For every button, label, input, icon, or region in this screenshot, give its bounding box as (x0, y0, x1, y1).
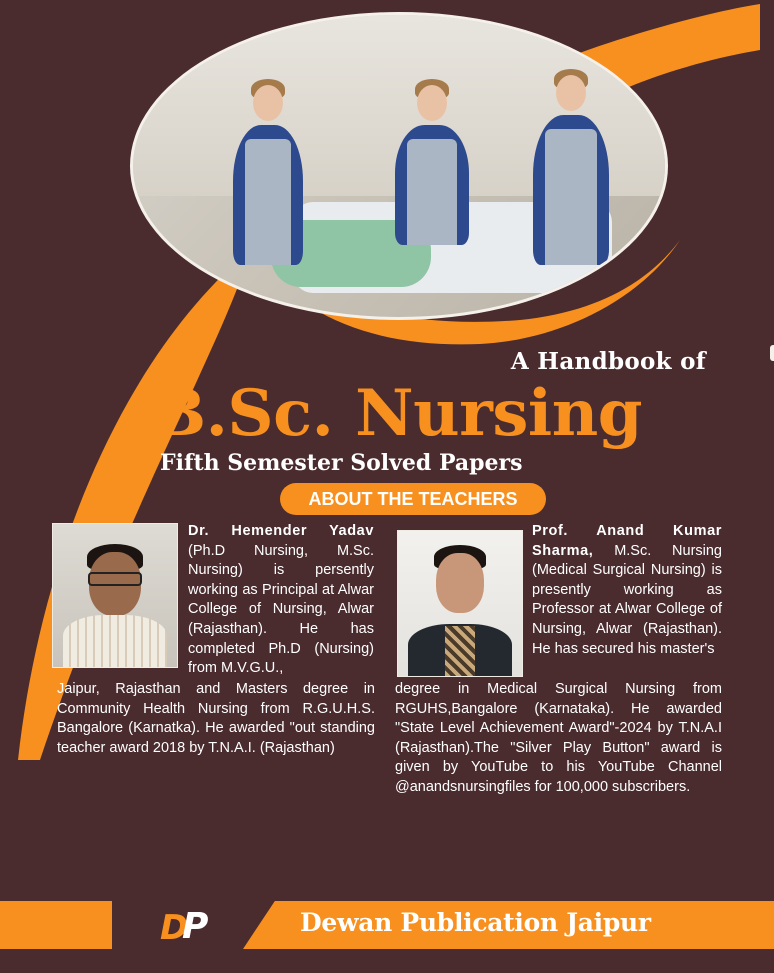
about-teachers-badge (280, 483, 546, 515)
teacher-1-bio-bottom: Jaipur, Rajasthan and Masters degree in Community Health Nursing from R.G.U.H.S. Bangalore (Karnatka). He awarded "out standing teacher award 2018 by T.N.A.I. (Rajasthan) (57, 681, 375, 756)
edge-notch-decoration (770, 345, 774, 361)
teacher-2-bio-top (532, 522, 722, 659)
teacher-1-bio-top-text: (Ph.D Nursing, M.Sc. Nursing) is persently working as Principal at Alwar College of Nursing, Alwar (Rajasthan). He has completed Ph.D (Nursing) from M.V.G.U., (188, 542, 374, 677)
teacher-2-bio-top-text: M.Sc. Nursing (Medical Surgical Nursing) is presently working as Professor at Alwar College of Nursing, Alwar (Rajasthan). He has secured his master's (532, 542, 722, 657)
photo-nurse-right (533, 115, 609, 265)
teacher-1-bio-top (188, 522, 374, 679)
dewan-publication-logo-icon (152, 902, 232, 948)
teacher-2-bio-bottom: degree in Medical Surgical Nursing from RGUHS,Bangalore (Karnataka). He awarded "State Level Achievement Award"-2024 by T.N.A.I (Rajasthan).The "Silver Play Button" award is given by YouTube to his YouTube Channel @anandsnursingfiles for 100,000 subscribers. (395, 681, 722, 795)
teacher-2-portrait (397, 530, 523, 677)
pre-title: A Handbook of (510, 348, 706, 375)
teacher-1-name: Dr. Hemender Yadav (188, 523, 374, 539)
about-teachers-label: ABOUT THE TEACHERS (308, 488, 518, 509)
teacher-1-portrait (52, 523, 178, 668)
book-title: B.Sc. Nursing (152, 376, 642, 451)
publisher-name: Dewan Publication Jaipur (300, 908, 651, 937)
photo-nurse-left (233, 125, 303, 265)
book-subtitle: Fifth Semester Solved Papers (160, 450, 523, 476)
photo-nurse-middle (395, 125, 469, 245)
logo-letter-d: D (160, 908, 179, 948)
cover-photo (130, 12, 668, 320)
footer-left-bar (0, 901, 112, 949)
logo-letter-p: P (182, 906, 209, 947)
teacher-2-name: Prof. Anand Kumar Sharma, (532, 523, 722, 559)
